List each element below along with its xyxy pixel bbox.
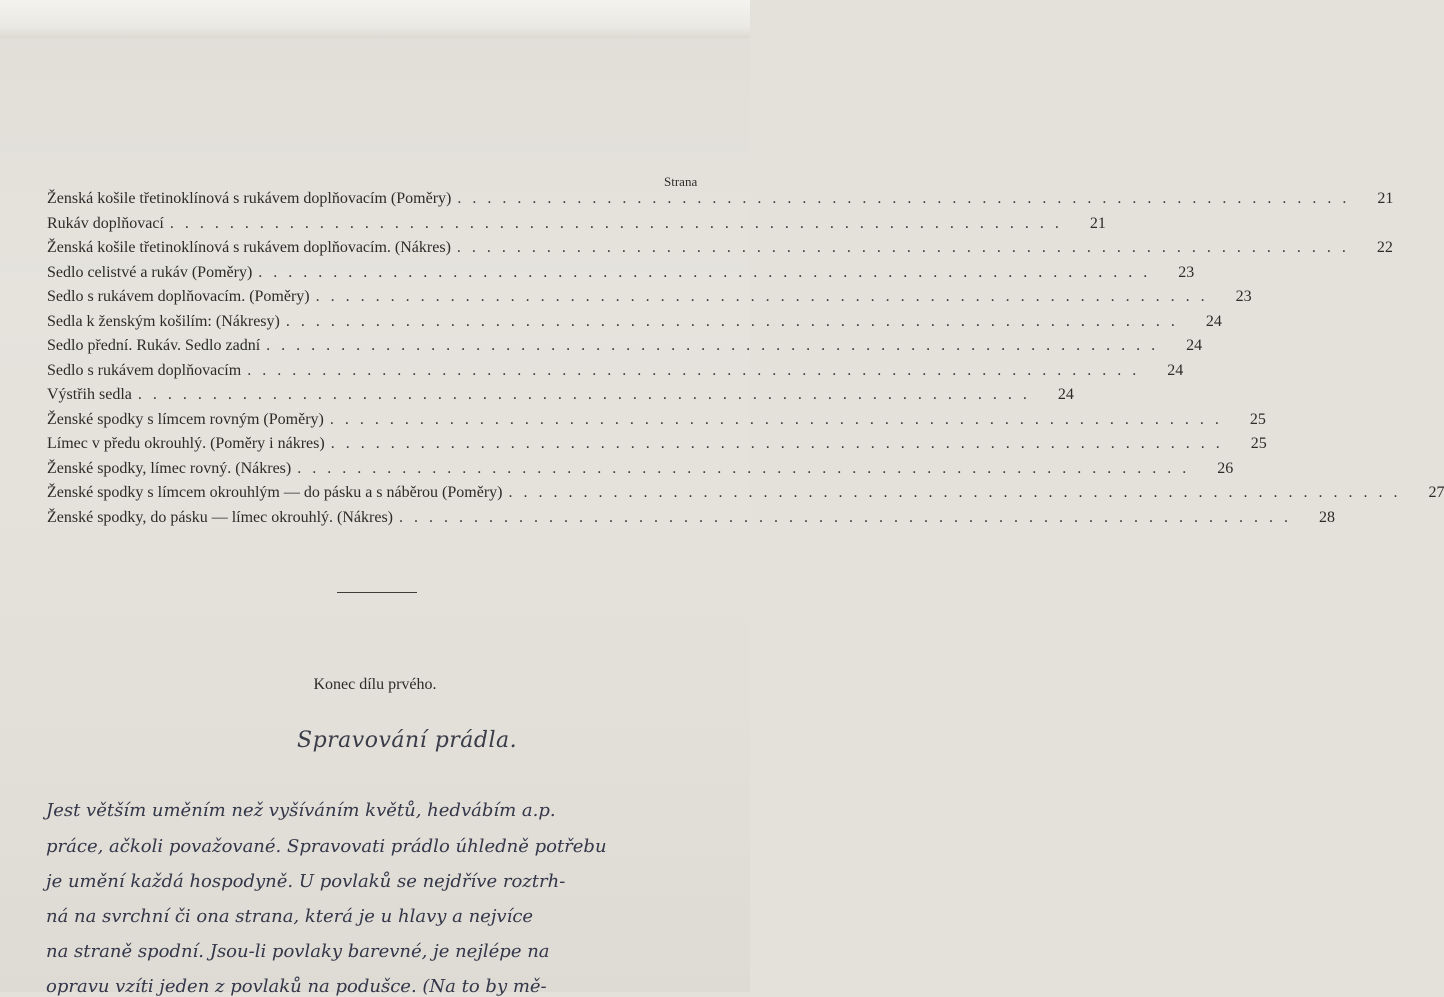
toc-leader-dots: ............................................................ (457, 190, 1358, 207)
toc-page-number: 23 (1178, 263, 1195, 281)
handwritten-line: práce, ačkoli považované. Spravovati prádlo úhledně potřebu (46, 836, 607, 857)
toc-page-number: 25 (1249, 410, 1266, 428)
toc-page-number: 28 (1319, 508, 1335, 526)
toc-entry-title: Rukáv doplňovací (47, 214, 164, 232)
end-of-part-text: Konec dílu prvého. (313, 676, 437, 693)
toc-entry-title: Ženské spodky, do pásku — límec okrouhlý. (Nákres) (47, 508, 393, 526)
toc-leader-dots: ............................................................ (330, 435, 1231, 452)
toc-leader-dots: ............................................................ (456, 239, 1357, 256)
toc-page-number: 21 (1377, 190, 1394, 207)
toc-row (47, 187, 1394, 212)
toc-row (47, 285, 1252, 310)
toc-row (47, 481, 1444, 506)
toc-entry-title: Sedlo s rukávem doplňovacím. (Poměry) (47, 288, 310, 305)
toc-entry-title: Sedla k ženským košilím: (Nákresy) (47, 312, 280, 330)
toc-row (47, 457, 1234, 482)
toc-entry-title: Sedlo s rukávem doplňovacím (47, 361, 242, 379)
toc-leader-dots: ............................................................ (266, 337, 1167, 354)
toc-entry-title: Ženská košile třetinoklínová s rukávem doplňovacím. (Nákres) (47, 239, 451, 256)
toc-row (47, 261, 1195, 286)
handwritten-line: opravu vzíti jeden z povlaků na podušce. (Na to by mě- (46, 976, 547, 997)
toc-leader-dots: ............................................................ (508, 484, 1409, 501)
toc-page-number: 23 (1235, 288, 1252, 305)
toc-entry-title: Ženská košile třetinoklínová s rukávem doplňovacím (Poměry) (47, 190, 452, 207)
toc-entry-title: Sedlo přední. Rukáv. Sedlo zadní (47, 337, 261, 354)
toc-entry-title: Ženské spodky s límcem rovným (Poměry) (47, 410, 324, 428)
toc-leader-dots: ............................................................ (329, 410, 1230, 428)
toc-page-number: 27 (1428, 484, 1444, 501)
toc-page-number: 24 (1205, 312, 1222, 330)
toc-page-number: 25 (1250, 435, 1267, 452)
toc-row (47, 432, 1267, 457)
page-top-edge (0, 0, 750, 38)
toc-page-number: 21 (1089, 214, 1106, 232)
toc-entry-title: Límec v předu okrouhlý. (Poměry i nákres) (47, 435, 325, 452)
section-divider (337, 592, 417, 593)
toc-row (47, 334, 1203, 359)
toc-row (47, 310, 1222, 335)
toc-row (47, 383, 1074, 408)
toc-entry-title: Sedlo celistvé a rukáv (Poměry) (47, 263, 253, 281)
table-of-contents (47, 187, 1444, 530)
toc-leader-dots: ............................................................ (297, 459, 1198, 477)
toc-entry-title: Výstřih sedla (47, 386, 132, 403)
toc-row (47, 236, 1393, 261)
toc-leader-dots: ............................................................ (169, 214, 1070, 232)
toc-entry-title: Ženské spodky s límcem okrouhlým — do pásku a s náběrou (Poměry) (47, 484, 503, 501)
toc-page-number: 24 (1186, 337, 1203, 354)
handwritten-title: Spravování prádla. (297, 728, 518, 753)
toc-leader-dots: ............................................................ (315, 288, 1216, 305)
toc-leader-dots: ............................................................ (399, 508, 1299, 526)
toc-leader-dots: ............................................................ (247, 361, 1148, 379)
handwritten-line: ná na svrchní či ona strana, která je u hlavy a nejvíce (46, 906, 534, 927)
toc-leader-dots: ............................................................ (137, 386, 1038, 403)
toc-row (47, 212, 1106, 237)
toc-page-number: 26 (1217, 459, 1234, 477)
handwritten-line: na straně spodní. Jsou-li povlaky barevné, je nejlépe na (46, 941, 550, 962)
toc-row (47, 359, 1184, 384)
toc-row (47, 408, 1266, 433)
handwritten-line: Jest větším uměním než vyšíváním květů, hedvábím a.p. (46, 800, 556, 821)
page-column-header: Strana (664, 174, 698, 189)
toc-page-number: 24 (1167, 361, 1184, 379)
toc-page-number: 24 (1057, 386, 1074, 403)
handwritten-line: je umění každá hospodyně. U povlaků se nejdříve roztrh- (46, 871, 566, 892)
toc-leader-dots: ............................................................ (258, 263, 1159, 281)
toc-entry-title: Ženské spodky, límec rovný. (Nákres) (47, 459, 292, 477)
toc-leader-dots: ............................................................ (285, 312, 1186, 330)
toc-page-number: 22 (1376, 239, 1393, 256)
toc-row (47, 506, 1335, 531)
